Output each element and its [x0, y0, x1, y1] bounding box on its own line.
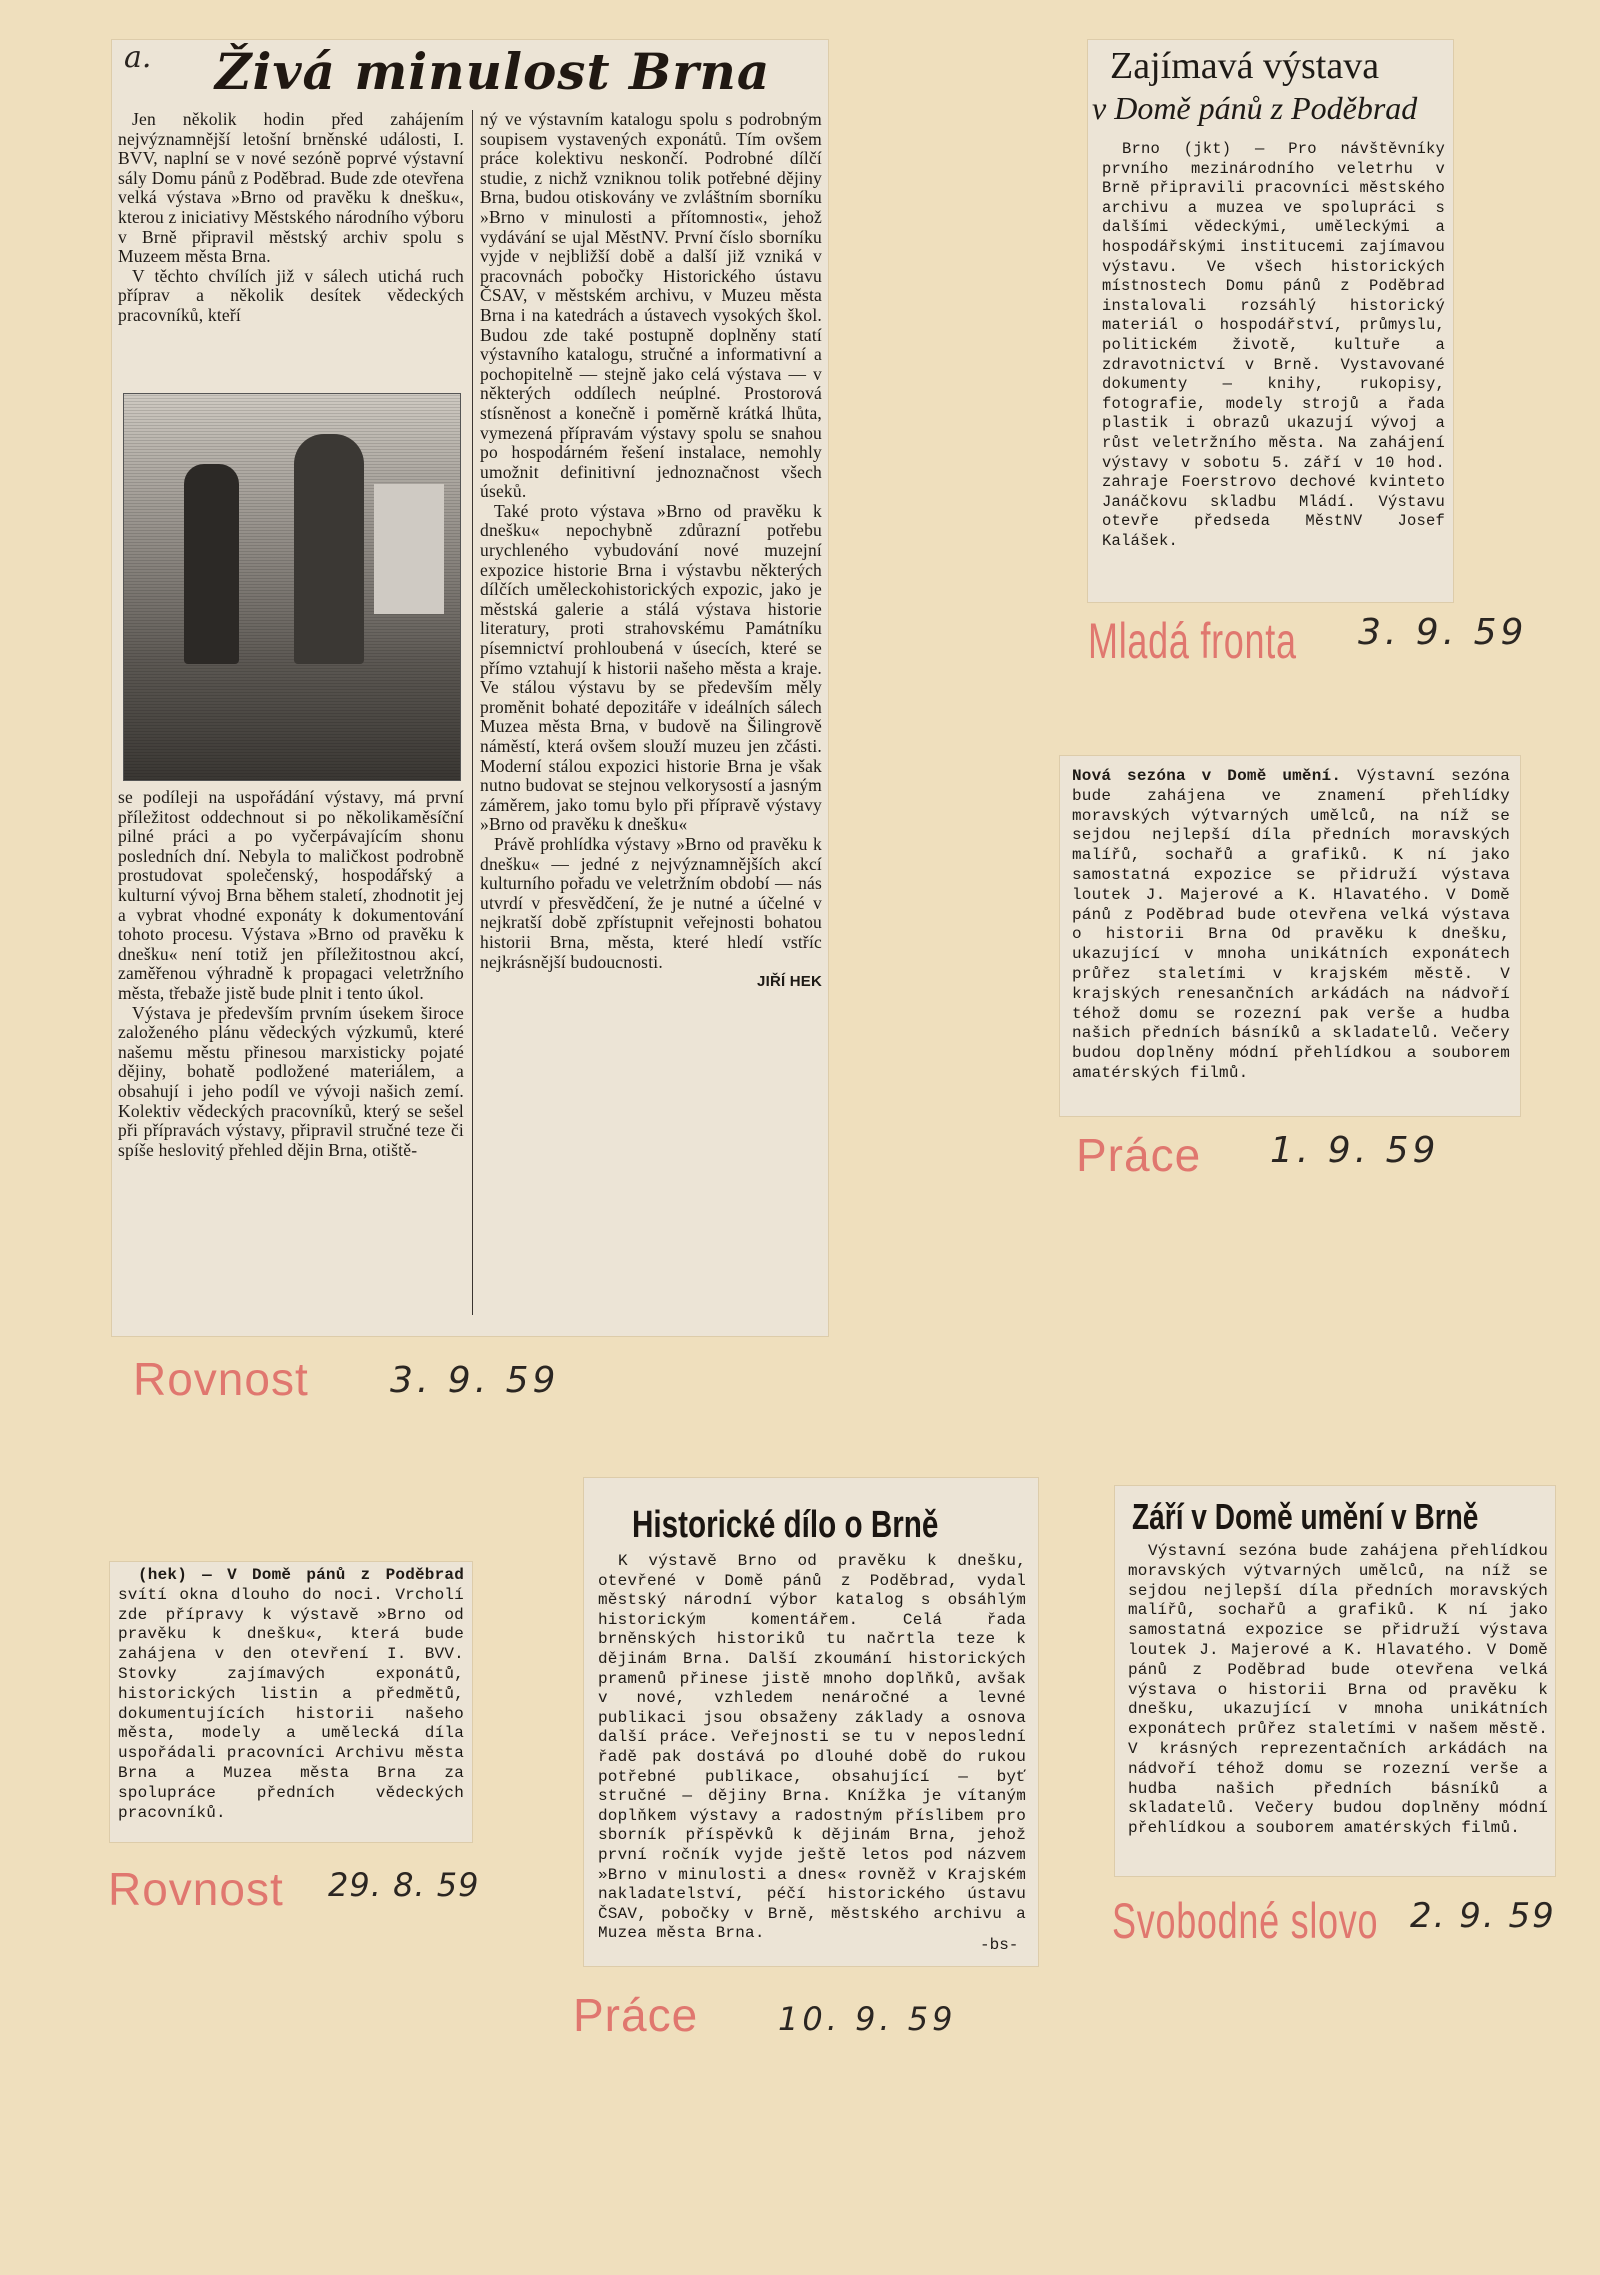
article2-stamp: Mladá fronta — [1088, 613, 1297, 669]
article1-date: 3. 9. 59 — [390, 1360, 560, 1401]
article4-body — [118, 1566, 464, 1823]
article5-stamp: Práce — [573, 1989, 699, 2041]
article4-text: svítí okna dlouho do noci. Vrcholí zde přípravy k výstavě »Brno od pravěku k dnešku«, která bude zahájena v den otevření I. BVV. Stovky zajímavých exponátů, historických listin a předmětů, dokumentujících historii našeho města, modely a umělecká díla uspořádali pracovníci Archivu města Brna a Muzea města Brna za spolupráce předních vědeckých pracovníků. — [118, 1585, 464, 1822]
article3-body — [1072, 767, 1510, 1084]
article5-author: -bs- — [980, 1936, 1019, 1954]
article4-lead: (hek) — V Domě pánů z Poděbrad — [138, 1566, 464, 1584]
article6-date: 2. 9. 59 — [1410, 1896, 1556, 1936]
article1-col2-p2: Také proto výstava »Brno od pravěku k dnešku« nepochybně zdůrazní potřebu urychleného vybudování nové muzejní expozice historie Brna i výstavbu některých dílčích uměleckohistorických expozic, jako je městská galerie a stálá výstava historie literatury, proti strahovskému Památníku písemnictví prohloubená v úsecích, které se přímo vztahují k historii našeho města a kraje. Ve stálou výstavu by se především měly proměnit bohaté depozitáře v ideálních sálech Muzea města Brna, v budově na Šilingrově náměstí, která ovšem slouží muzeu jen zčásti. Moderní stálou expozici historie Brna je však nutno budovat se stejnou velkorysostí a jasným záměrem, jako tomu bylo při přípravě výstavy »Brno od pravěku k dnešku« — [480, 500, 822, 835]
article1-title: Živá minulost Brna — [215, 42, 771, 101]
article1-col1 — [118, 110, 464, 326]
article1-col2-p3: Právě prohlídka výstavy »Brno od pravěku k dnešku« — jedné z nejvýznamnějších akcí kulturního pořadu ve veletržním období — nás utvrdí v přesvědčení, že je nutné a účelné v nejkratší době zpřístupnit veřejnosti bohatou historii Brna, města, které hledí vstříc nejkrásnější budoucnosti. — [480, 833, 822, 972]
article3-stamp: Práce — [1076, 1129, 1202, 1181]
article2-body: Brno (jkt) — Pro návštěvníky prvního mezinárodního veletrhu v Brně připravili pracovníci městského archivu a muzea ve spolupráci s dalšími vědeckými, uměleckými a hospodářskými institucemi zajímavou výstavu. Ve všech historických místnostech Domu pánů z Poděbrad instalovali rozsáhlý historický materiál o hospodářství, průmyslu, politickém životě, kultuře a zdravotnictví v Brně. Vystavované dokumenty — knihy, rukopisy, fotografie, modely strojů a řada plastik i obrazů ukazují vývoj a růst veletržního města. Na zahájení výstavy v sobotu 5. září v 10 hod. zahraje Foerstrovo dechové kvinteto Janáčkovu skladbu Mládí. Výstavu otevře předseda MěstNV Josef Kalášek. — [1102, 140, 1445, 550]
article5-date: 10. 9. 59 — [778, 2000, 957, 2038]
article1-stamp: Rovnost — [133, 1353, 309, 1405]
article1-col2-p1: ný ve výstavním katalogu spolu s podrobným soupisem vystavených exponátů. Tím ovšem práce kolektivu neskončí. Podrobné dílčí studie, z nichž vzniknou tolik potřebné dějiny Brna, budou otiskovány ve zvláštním sborníku »Brno v minulosti a přítomnosti«, jehož vydávání se ujal MěstNV. První číslo sborníku vyjde v nejbližší době a další již vzniká v pracovnách pobočky Historického ústavu ČSAV, v městském archivu, v Muzeu města Brna i na katedrách a ústavech vysokých škol. Budou zde také postupně doplněny statí výstavního katalogu, stručné a informativní a pochopitelně — stejně jako celá výstava — v některých oddílech neúplné. Prostorová stísněnost a konečně i poměrně krátká lhůta, vymezená přípravám výstavy spolu se snahou po hospodárném řešení instalace, nemohly umožnit definitivní jednoznačnost všech úseků. — [480, 109, 822, 502]
article2-title-line1: Zajímavá výstava — [1110, 45, 1380, 87]
article1-photo — [123, 393, 461, 781]
article3-lead: Nová sezóna v Domě umění. — [1072, 767, 1342, 785]
article1-col1-bottom: se podíleji na uspořádání výstavy, má první příležitost oddechnout si po několikaměsíční pilné práci a po vyčerpávajícím shonu posledních dní. Nebyla to maličkost podrobně prostudovat společenský, hospodářský a kulturní vývoj Brna během staletí, zhodnotit jej a vybrat vhodné exponáty k dokumentování tohoto procesu. Výstava »Brno od pravěku k dnešku« není totiž jen příležitostnou akcí, zaměřenou výhradně k propagaci veletržního města, třebaže jistě bude plnit i tento úkol. — [118, 787, 464, 1003]
article5-body: K výstavě Brno od pravěku k dnešku, otevřené v Domě pánů z Poděbrad, vydal městský národní výbor katalog s obsáhlým historickým komentářem. Celá řada brněnských historiků tu načrtla teze k dějinám Brna. Další zkoumání historických pramenů přinese jistě mnoho doplňků, avšak v nové, vzhledem nenáročné a levné publikaci jsou obsaženy základy a osnova další práce. Veřejnosti se tu v neposlední řadě pak dostává po dlouhé době do rukou potřebné publikace, obsahující — byť stručné — dějiny Brna. Knížka je vítaným doplňkem výstavy a radostným příslibem pro sborník příspěvků k dějinám Brna, jehož první ročník vyjde ještě letos pod názvem »Brno v minulosti a dnes« rovněž v Krajském nakladatelství, péčí historického ústavu ČSAV, pobočky v Brně, městského archivu a Muzea města Brna. — [598, 1552, 1026, 1943]
article4-stamp: Rovnost — [108, 1863, 284, 1915]
article1-col2 — [480, 110, 822, 992]
margin-mark: a. — [124, 40, 152, 75]
article6-stamp: Svobodné slovo — [1112, 1893, 1379, 1949]
article1-author: JIŘÍ HEK — [757, 973, 822, 991]
article1-col1-p4: Výstava je především prvním úsekem široce založeného plánu vědeckých výzkumů, které našemu městu přinesou marxisticky pojaté dějiny, bohatě podložené materiálem, a obsahují i jeho podíl ve vývoji našich zemí. Kolektiv vědeckých pracovníků, který se sešel při přípravách výstavy, připravil stručné teze či spíše heslovitý přehled dějin Brna, otiště- — [118, 1002, 464, 1160]
article3-text: Výstavní sezóna bude zahájena ve znamení přehlídky moravských výtvarných umělců, na níž se sejdou nejlepší díla předních moravských malířů, sochařů a grafiků. K ní jako samostatná expozice se přidruží výstava loutek J. Majerové a K. Hlavatého. V Domě pánů z Poděbrad bude otevřena velká výstava o historii Brna Od pravěku k dnešku, ukazující v mnoha unikátních exponátech průřez staletími v krajském městě. V krajských renesančních arkádách na nádvoří téhož domu se rozezní pak verše a hudba našich předních básníků a skladatelů. Večery budou doplněny módní přehlídkou a souborem amatérských filmů. — [1072, 767, 1510, 1082]
article1-col1-lower — [118, 788, 464, 1160]
column-rule — [472, 110, 473, 1315]
article6-title: Září v Domě umění v Brně — [1132, 1496, 1479, 1537]
article5-title: Historické dílo o Brně — [632, 1504, 939, 1546]
article4-date: 29. 8. 59 — [328, 1866, 480, 1904]
article3-date: 1. 9. 59 — [1270, 1130, 1440, 1171]
article1-col1-p2: V těchto chvílích již v sálech utichá ruch příprav a několik desítek vědeckých pracovníků, kteří — [118, 265, 464, 325]
article2-date: 3. 9. 59 — [1358, 612, 1528, 653]
article6-body: Výstavní sezóna bude zahájena přehlídkou moravských výtvarných umělců, na níž se sejdou nejlepší díla předních moravských malířů, sochařů a grafiků. K ní jako samostatná expozice se přidruží výstava loutek J. Majerové a K. Hlavatého. V Domě pánů z Poděbrad bude otevřena velká výstava o historii Brna od pravěku k dnešku, ukazující v mnoha unikátních exponátech průřez staletími v našem městě. V krásných reprezentačních arkádách na nádvoří téhož domu se rozezní verše a hudba našich předních básníků a skladatelů. Večery budou doplněny módní přehlídkou a souborem amatérských filmů. — [1128, 1542, 1548, 1838]
article1-col1-top: Jen několik hodin před zahájením nejvýznamnější letošní brněnské události, I. BVV, naplní se v nové sezóně poprvé výstavní sály Domu pánů z Poděbrad. Bude zde otevřena velká výstava »Brno od pravěku k dnešku«, kterou z iniciativy Městského národního výboru v Brně připravil městský archiv spolu s Muzeem města Brna. — [118, 109, 465, 267]
article2-title-line2: v Domě pánů z Poděbrad — [1092, 90, 1418, 126]
